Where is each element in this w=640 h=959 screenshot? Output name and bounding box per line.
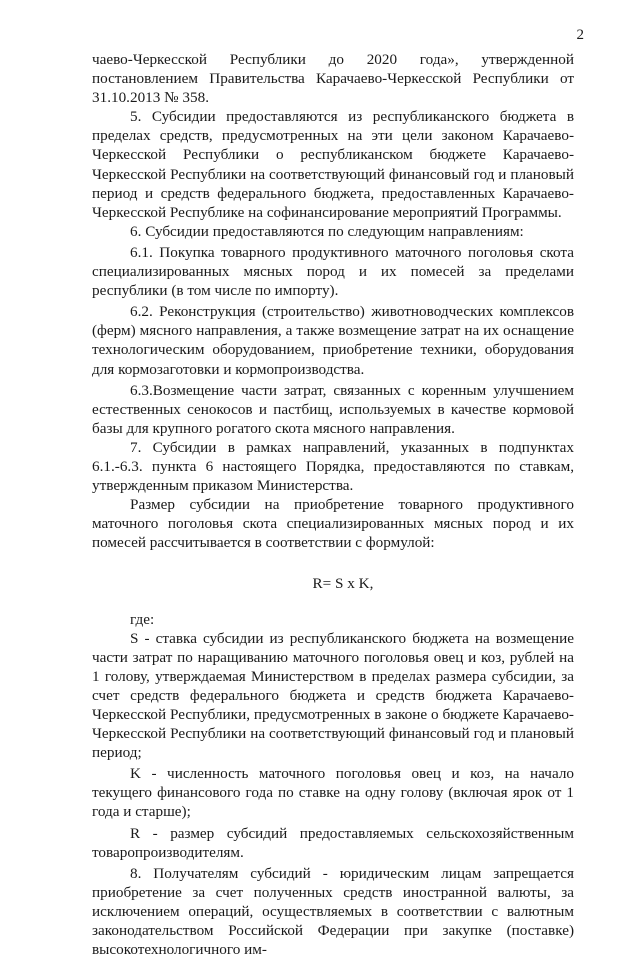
formula-definition-k: K - численность маточного поголовья овец и коз, на начало текущего финансового года по ставке на одну голову (включая ярок от 1 года и старше);: [92, 765, 574, 821]
document-body: [92, 50, 574, 959]
paragraph-item-5: 5. Субсидии предоставляются из республиканского бюджета в пределах средств, предусмотренных на эти цели законом Карачаево-Черкесской Республики о республиканском бюджете Карачаево-Черкесской Республики на соответствующий финансовый год и плановый период и средств федерального бюджета, предоставленных Карачаево-Черкесской Республике на софинансирование мероприятий Программы.: [92, 108, 574, 221]
paragraph-item-6-2: 6.2. Реконструкция (строительство) животноводческих комплексов (ферм) мясного направления, а также возмещение затрат на их оснащение технологическим оборудованием, приобретение техники, оборудования для кормозаготовки и кормопроизводства.: [92, 303, 574, 378]
formula-definition-s: S - ставка субсидии из республиканского бюджета на возмещение части затрат по наращиванию маточного поголовья овец и коз, рублей на 1 голову, утверждаемая Министерством в пределах размера субсидии, за счет средств федерального бюджета и средств бюджета Карачаево-Черкесской Республики, предусмотренных в законе о бюджете Карачаево-Черкесской Республики на соответствующий финансовый год и плановый период;: [92, 629, 574, 762]
paragraph-item-6: 6. Субсидии предоставляются по следующим направлениям:: [130, 222, 524, 240]
paragraph-item-6-1: 6.1. Покупка товарного продуктивного маточного поголовья скота специализированных мясных пород и их помесей за пределами республики (в том числе по импорту).: [92, 243, 574, 300]
formula-definition-r: R - размер субсидий предоставляемых сельскохозяйственным товаропроизводителям.: [92, 824, 574, 861]
paragraph-subsidy-size: Размер субсидии на приобретение товарного продуктивного маточного поголовья скота специализированных мясных пород и их помесей рассчитывается в соответствии с формулой:: [92, 496, 574, 552]
formula-where-label: где:: [130, 610, 155, 628]
paragraph-item-8: 8. Получателям субсидий - юридическим лицам запрещается приобретение за счет полученных средств иностранной валюты, за исключением операций, осуществляемых в соответствии с валютным законодательством Российской Федерации при закупке (поставке) высокотехнологичного им-: [92, 864, 574, 959]
paragraph-item-7: 7. Субсидии в рамках направлений, указанных в подпунктах 6.1.-6.3. пункта 6 настоящего Порядка, предоставляются по ставкам, утвержденным приказом Министерства.: [92, 438, 574, 495]
formula: R= S x K,: [312, 575, 374, 593]
page-number: 2: [576, 27, 584, 43]
paragraph-continuation: чаево-Черкесской Республики до 2020 года», утвержденной постановлением Правительства Карачаево-Черкесской Республики от 31.10.2013 № 358.: [92, 51, 574, 107]
paragraph-item-6-3: 6.3.Возмещение части затрат, связанных с коренным улучшением естественных сенокосов и пастбищ, используемых в качестве кормовой базы для крупного рогатого скота мясного направления.: [92, 381, 574, 437]
